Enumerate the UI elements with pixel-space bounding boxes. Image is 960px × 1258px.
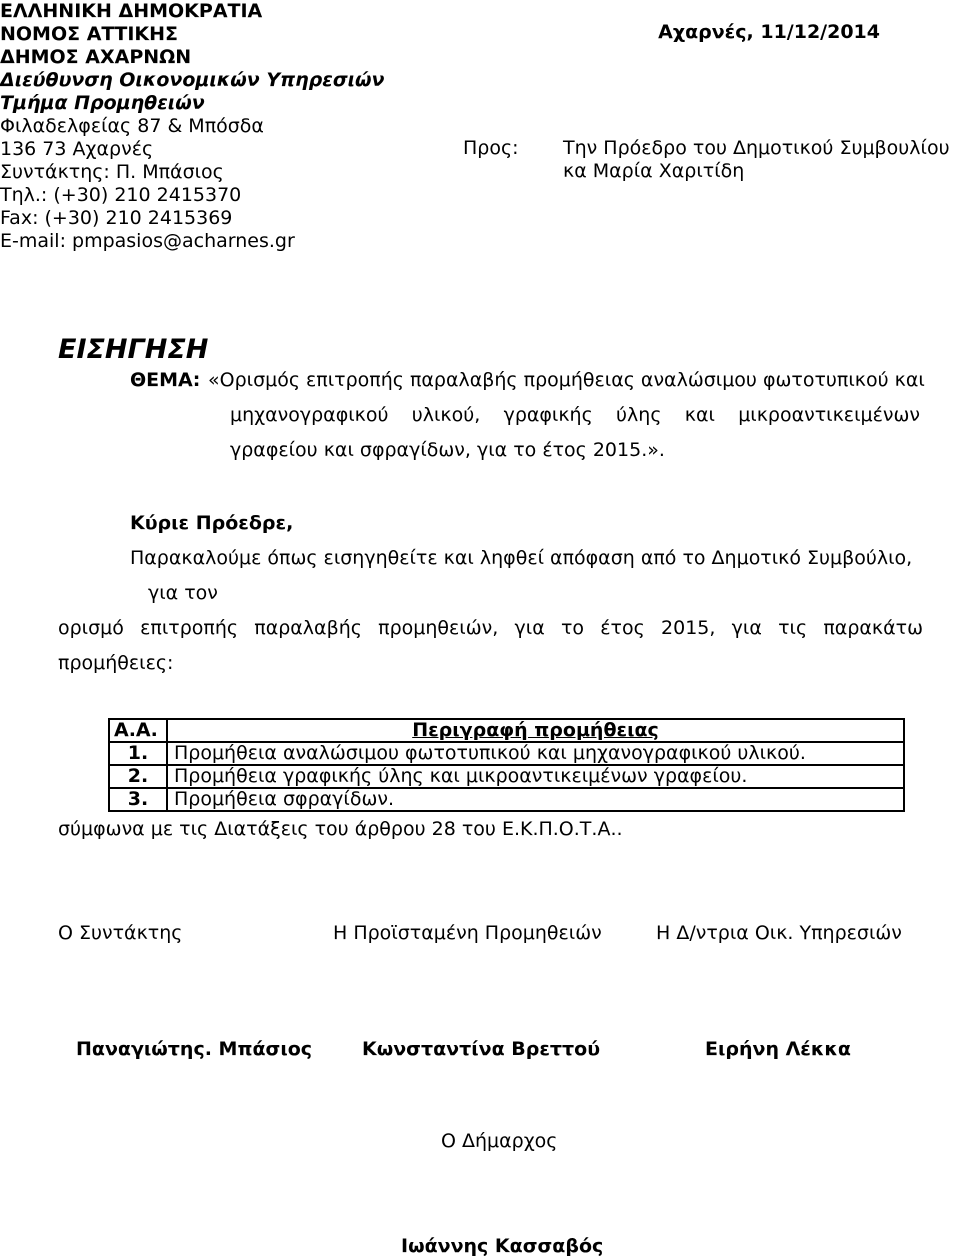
header-line-email: E-mail: pmpasios@acharnes.gr [0,230,295,252]
recipient-line: κα Μαρία Χαριτίδη [563,160,745,182]
table-row [109,788,904,811]
header-line-fax: Fax: (+30) 210 2415369 [0,207,233,229]
legal-basis-line: σύμφωνα με τις Διατάξεις του άρθρου 28 του Ε.Κ.Π.Ο.Τ.Α.. [58,818,623,840]
subject-label: ΘΕΜΑ: [130,369,201,391]
header-line-directorate: Διεύθυνση Οικονομικών Υπηρεσιών [0,69,385,91]
subject-line: «Ορισμός επιτροπής παραλαβής προμήθειας αναλώσιμου φωτοτυπικού και [208,369,925,391]
table-row [109,765,904,788]
header-line-prefecture: ΝΟΜΟΣ ΑΤΤΙΚΗΣ [0,23,179,45]
signature-title-finance-director: Η Δ/ντρια Οικ. Υπηρεσιών [656,922,902,944]
salutation: Κύριε Πρόεδρε, [130,512,294,534]
body-line: για τον [148,582,218,604]
header-line-phone: Τηλ.: (+30) 210 2415370 [0,184,242,206]
signature-name-finance-director: Ειρήνη Λέκκα [705,1038,851,1060]
recipient-line: Την Πρόεδρο του Δημοτικού Συμβουλίου [563,137,950,159]
header-line-address: Φιλαδελφείας 87 & Μπόσδα [0,115,264,137]
to-label: Προς: [463,137,519,159]
body-line: προμήθειες: [58,652,174,674]
sender-block [0,0,384,253]
signature-name-procurement-head: Κωνσταντίνα Βρεττού [362,1038,601,1060]
mayor-title: Ο Δήμαρχος [441,1130,558,1152]
body-line: Παρακαλούμε όπως εισηγηθείτε και ληφθεί απόφαση από το Δημοτικό Συμβούλιο, [130,547,913,569]
table-cell-aa: 1. [109,742,167,765]
table-header-row [109,719,904,742]
body-line: ορισμό επιτροπής παραλαβής προμηθειών, για το έτος 2015, για τις παρακάτω [58,617,923,639]
subject-line: γραφείου και σφραγίδων, για το έτος 2015.». [230,439,665,461]
mayor-name: Ιωάννης Κασσαβός [401,1235,604,1257]
signature-name-author: Παναγιώτης. Μπάσιος [76,1038,313,1060]
table-header-description: Περιγραφή προμήθειας [167,719,904,742]
table-header-aa: Α.Α. [109,719,167,742]
header-line-municipality: ΔΗΜΟΣ ΑΧΑΡΝΩΝ [0,46,192,68]
table-cell-description: Προμήθεια σφραγίδων. [167,788,904,811]
recipient-block [563,137,950,183]
header-line-department: Τμήμα Προμηθειών [0,92,205,114]
subject-line: μηχανογραφικού υλικού, γραφικής ύλης και μικροαντικειμένων [230,404,920,426]
table-cell-aa: 3. [109,788,167,811]
header-line-country: ΕΛΛΗΝΙΚΗ ΔΗΜΟΚΡΑΤΙΑ [0,0,263,22]
document-date: Αχαρνές, 11/12/2014 [658,21,880,43]
table-cell-description: Προμήθεια γραφικής ύλης και μικροαντικειμένων γραφείου. [167,765,904,788]
table-cell-aa: 2. [109,765,167,788]
header-line-author: Συντάκτης: Π. Μπάσιος [0,161,224,183]
table-cell-description: Προμήθεια αναλώσιμου φωτοτυπικού και μηχανογραφικού υλικού. [167,742,904,765]
header-line-postcode: 136 73 Αχαρνές [0,138,154,160]
supply-table [108,718,905,812]
signature-title-author: Ο Συντάκτης [58,922,183,944]
document-type-title: ΕΙΣΗΓΗΣΗ [58,334,209,365]
signature-title-procurement-head: Η Προϊσταμένη Προμηθειών [333,922,602,944]
table-row [109,742,904,765]
